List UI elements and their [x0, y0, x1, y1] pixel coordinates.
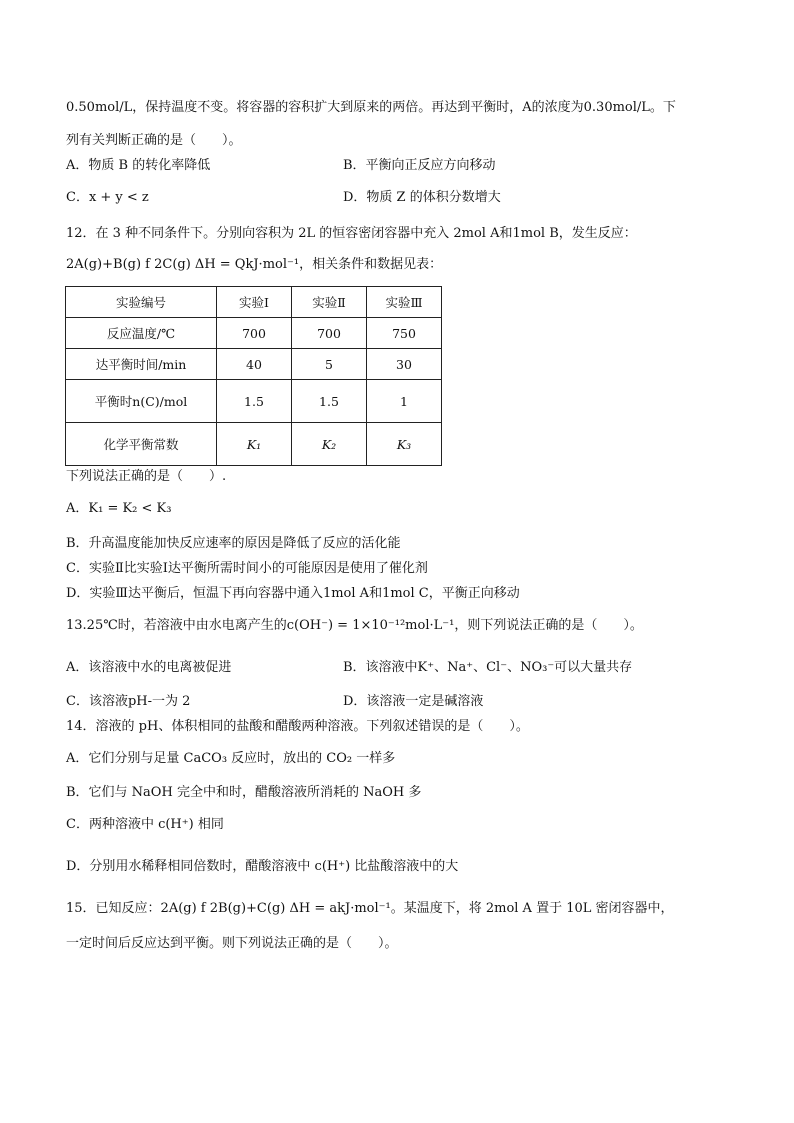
q13-option-c: C．该溶液pH-一为 2 [66, 694, 191, 709]
table-cell: 达平衡时间/min [66, 349, 217, 380]
table-cell: 化学平衡常数 [66, 423, 217, 466]
table-cell: K₁ [217, 423, 292, 466]
table-cell: 反应温度/℃ [66, 318, 217, 349]
experiment-table [65, 286, 442, 466]
q12-option-c: C．实验Ⅱ比实验Ⅰ达平衡所需时间小的可能原因是使用了催化剂 [66, 561, 428, 576]
q11-stem-line1: 0.50mol/L，保持温度不变。将容器的容积扩大到原来的两倍。再达到平衡时，A的浓度为0.30mol/L。下 [66, 100, 676, 115]
table-cell: 40 [217, 349, 292, 380]
table-cell: 1.5 [292, 380, 367, 423]
table-cell: 700 [217, 318, 292, 349]
q12-option-b: B．升高温度能加快反应速率的原因是降低了反应的活化能 [66, 536, 401, 551]
q14-option-a: A．它们分别与足量 CaCO₃ 反应时，放出的 CO₂ 一样多 [66, 751, 396, 766]
table-cell: 1.5 [217, 380, 292, 423]
q11-option-b: B．平衡向正反应方向移动 [343, 158, 496, 173]
table-cell: 1 [367, 380, 442, 423]
table-header-cell: 实验编号 [66, 287, 217, 318]
q14-option-c: C．两种溶液中 c(H⁺) 相同 [66, 817, 224, 832]
table-cell: 5 [292, 349, 367, 380]
q15-stem-line2: 一定时间后反应达到平衡。则下列说法正确的是（ ）。 [66, 936, 398, 951]
q11-option-d: D．物质 Z 的体积分数增大 [343, 190, 501, 205]
q14-option-d: D．分别用水稀释相同倍数时，醋酸溶液中 c(H⁺) 比盐酸溶液中的大 [66, 859, 459, 874]
table-header-row [66, 287, 442, 318]
q13-option-b: B．该溶液中K⁺、Na⁺、Cl⁻、NO₃⁻可以大量共存 [343, 660, 633, 675]
q12-option-d: D．实验Ⅲ达平衡后，恒温下再向容器中通入1mol A和1mol C，平衡正向移动 [66, 586, 520, 601]
q13-stem: 13.25℃时，若溶液中由水电离产生的c(OH⁻) = 1×10⁻¹²mol·L⁻¹，则下列说法正确的是（ ）。 [66, 618, 643, 633]
table-row [66, 423, 442, 466]
table-row [66, 349, 442, 380]
table-cell: 700 [292, 318, 367, 349]
q12-option-a: A．K₁ = K₂ < K₃ [66, 501, 172, 516]
q11-option-a: A．物质 B 的转化率降低 [66, 158, 211, 173]
q12-question: 下列说法正确的是（ ）. [66, 469, 227, 484]
table-row [66, 380, 442, 423]
q14-option-b: B．它们与 NaOH 完全中和时，醋酸溶液所消耗的 NaOH 多 [66, 785, 422, 800]
table-row [66, 318, 442, 349]
q11-option-c: C．x + y < z [66, 190, 149, 205]
table-header-cell: 实验Ⅰ [217, 287, 292, 318]
table-cell: 平衡时n(C)/mol [66, 380, 217, 423]
q15-stem-line1: 15．已知反应：2A(g) f 2B(g)+C(g) ΔH = akJ·mol⁻¹。某温度下，将 2mol A 置于 10L 密闭容器中， [66, 901, 674, 916]
table-header-cell: 实验Ⅱ [292, 287, 367, 318]
q13-option-a: A．该溶液中水的电离被促进 [66, 660, 232, 675]
table-cell: K₂ [292, 423, 367, 466]
table-header-cell: 实验Ⅲ [367, 287, 442, 318]
q13-option-d: D．该溶液一定是碱溶液 [343, 694, 484, 709]
q12-stem-line1: 12．在 3 种不同条件下。分别向容积为 2L 的恒容密闭容器中充入 2mol A和1mol B，发生反应： [66, 226, 637, 241]
q11-stem-line2: 列有关判断正确的是（ ）。 [66, 133, 242, 148]
q14-stem: 14．溶液的 pH、体积相同的盐酸和醋酸两种溶液。下列叙述错误的是（ ）。 [66, 719, 529, 734]
table-cell: K₃ [367, 423, 442, 466]
q12-stem-line2: 2A(g)+B(g) f 2C(g) ΔH = QkJ·mol⁻¹，相关条件和数据见表： [66, 257, 443, 272]
table-cell: 30 [367, 349, 442, 380]
table-cell: 750 [367, 318, 442, 349]
